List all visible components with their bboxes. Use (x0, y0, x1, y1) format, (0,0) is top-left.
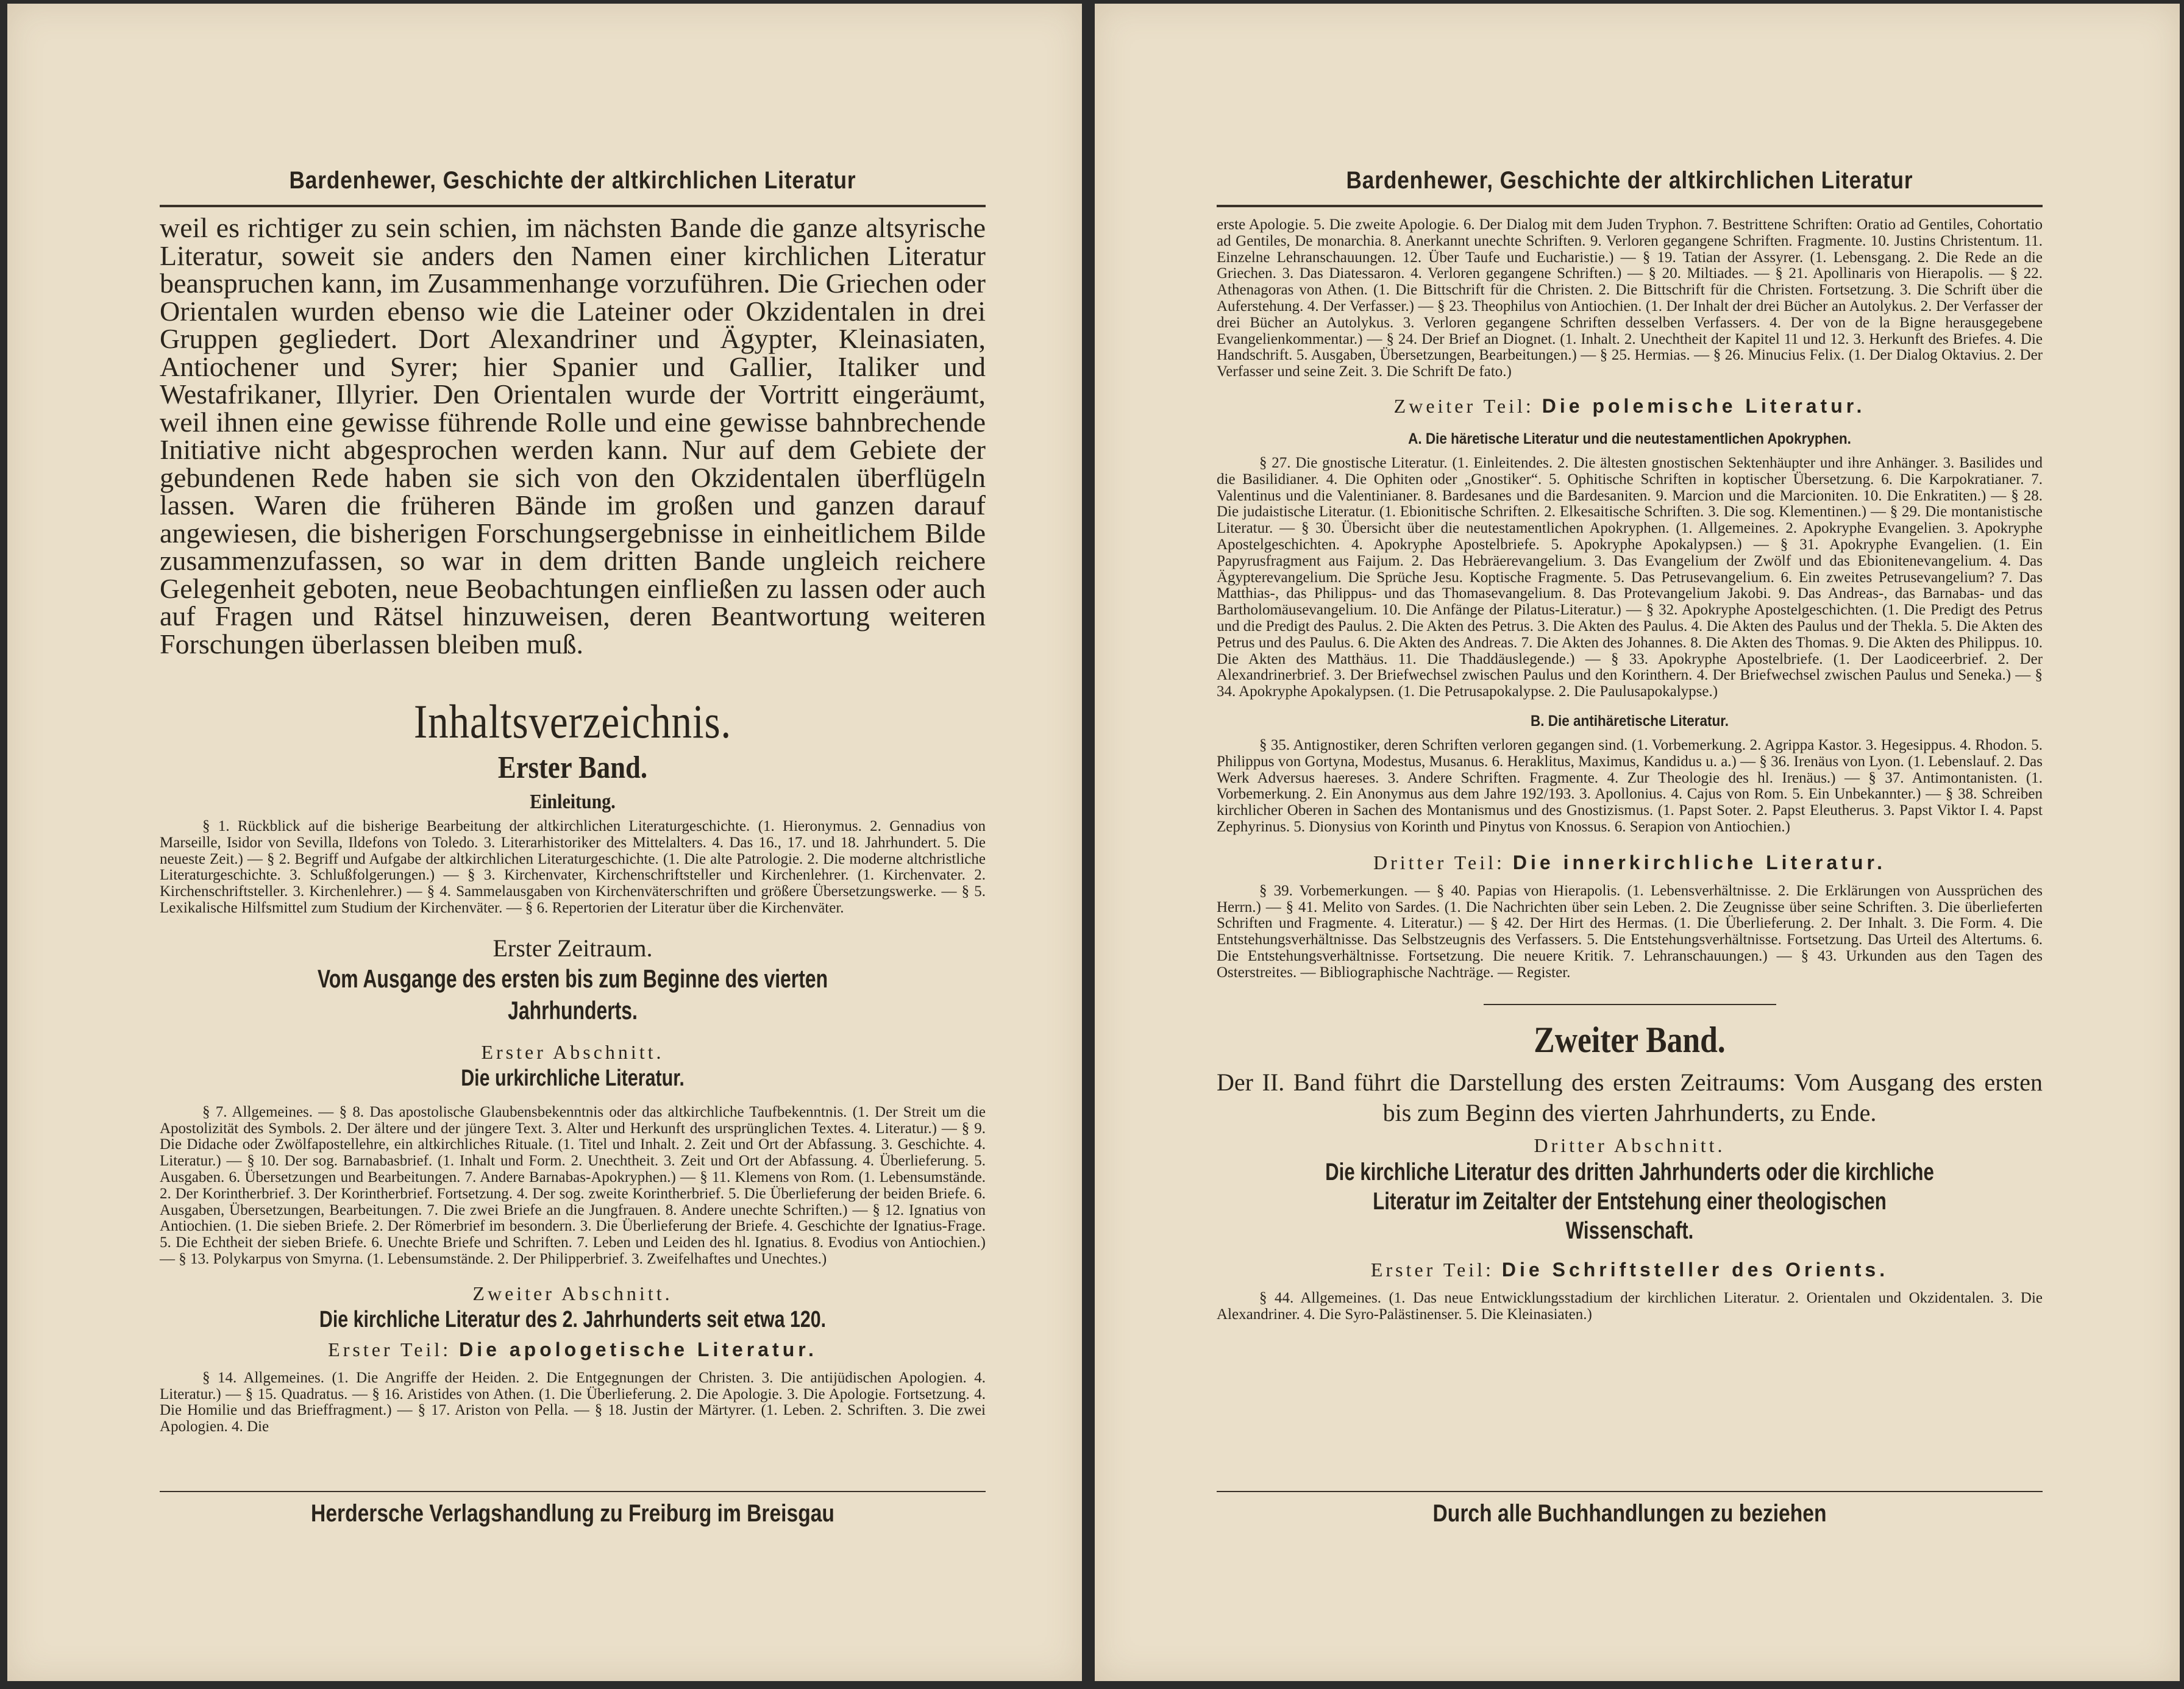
band2-separator (1484, 1004, 1776, 1005)
subsection-b-text: § 35. Antignostiker, deren Schriften verloren gegangen sind. (1. Vorbemerkung. 2. Agrippa Kastor. 3. Hegesippus. 4. Rhodon. 5. Philippus von Gortyna, Modestus, Musanus. 6. Heraklitus, Maximus, Kandidus u. a.) — § 36. Irenäus von Lyon. (1. Lebenslauf. 2. Das Werk Adversus haereses. 3. Andere Schriften. Fragmente. 4. Zur Theologie des hl. Irenäus.) — § 37. Antimontanisten. (1. Vorbemerkung. 2. Ein Anonymus aus dem Jahre 192/193. 3. Apollonius. 4. Cajus von Rom. 5. Ein Unbekannter.) — § 38. Schreiben kirchlicher Oberen in Sachen des Montanismus und des Gnostizismus. (1. Papst Soter. 2. Papst Eleutherus. 3. Papst Viktor I. 4. Papst Zephyrinus. 5. Dionysius von Korinth und Pinytus von Knossus. 6. Serapion von Antiochien.) (1217, 736, 2043, 835)
band1-heading: Erster Band. (497, 750, 648, 785)
abschnitt3-title: Die kirchliche Literatur des dritten Jahrhunderts oder die kirchliche Literatur im Zeitalter der Entstehung einer theologischen Wissenschaft. (1325, 1159, 1934, 1245)
einleitung-heading: Einleitung. (530, 791, 616, 813)
right-body (1217, 217, 2043, 1323)
left-footer-rule (160, 1491, 986, 1492)
teil3-text: § 39. Vorbemerkungen. — § 40. Papias von Hierapolis. (1. Lebensverhältnisse. 2. Die Erklärungen von Aussprüchen des Herrn.) — § 41. Melito von Sardes. (1. Die Nachrichten über sein Leben. 2. Die Zeugnisse über seine Schriften. 3. Die überlieferten Schriften und Fragmente. 4. Literatur.) — § 42. Der Hirt des Hermas. (1. Die Überlieferung. 2. Der Inhalt. 3. Die Form. 4. Die Entstehungsverhältnisse. Das Selbstzeugnis des Verfassers. 5. Die Entstehungsverhältnisse. Fortsetzung. Das Urteil des Altertums. 6. Die Entstehungsverhältnisse. Fortsetzung. Die neuere Kritik. 7. Lehranschauungen.) — § 43. Urkunden aus den Tagen des Osterstreites. — Bibliographische Nachträge. — Register. (1217, 882, 2043, 981)
teil2-heading (1217, 394, 2043, 418)
toc-title: Inhaltsverzeichnis. (413, 695, 732, 748)
teil3-label: Dritter Teil: (1373, 851, 1505, 873)
left-running-header: Bardenhewer, Geschichte der altkirchlichen Literatur (289, 167, 856, 194)
teil1b-title: Die Schriftsteller des Orients. (1501, 1259, 1889, 1281)
abschnitt1-title: Die urkirchliche Literatur. (461, 1065, 685, 1091)
left-body (160, 214, 986, 1435)
right-page (1095, 4, 2180, 1681)
right-footer: Durch alle Buchhandlungen zu beziehen (1432, 1500, 1827, 1527)
subsection-a-heading: A. Die häretische Literatur und die neutestamentlichen Apokryphen. (1408, 430, 1851, 447)
subsection-b-heading: B. Die antihäretische Literatur. (1530, 712, 1729, 730)
teil1-text: § 14. Allgemeines. (1. Die Angriffe der Heiden. 2. Die Entgegnungen der Christen. 3. Die antijüdischen Apologien. 4. Literatur.) — § 15. Quadratus. — § 16. Aristides von Athen. (1. Die Überlieferung. 2. Die Apologie. 3. Die Apologie. Fortsetzung. 4. Die Homilie und das Brieffragment.) — § 17. Ariston von Pella. — § 18. Justin der Märtyrer. (1. Leben. 2. Schriften. 3. Die zwei Apologien. 4. Die (160, 1369, 986, 1435)
teil2-title: Die polemische Literatur. (1542, 394, 1866, 417)
left-footer: Herdersche Verlagshandlung zu Freiburg im Breisgau (311, 1500, 834, 1527)
teil1b-text: § 44. Allgemeines. (1. Das neue Entwicklungsstadium der kirchlichen Literatur. 2. Orientalen und Okzidentalen. 3. Die Alexandriner. 4. Die Syro-Palästinenser. 5. Die Kleinasiaten.) (1217, 1290, 2043, 1323)
teil1-heading (160, 1337, 986, 1362)
left-column (160, 4, 986, 1681)
right-header-rule (1217, 205, 2043, 207)
band2-heading: Zweiter Band. (1534, 1020, 1726, 1061)
teil1-title: Die apologetische Literatur. (459, 1338, 817, 1360)
abschnitt1-text: § 7. Allgemeines. — § 8. Das apostolische Glaubensbekenntnis oder das altkirchliche Taufbekenntnis. (1. Der Streit um die Apostolizität des Symbols. 2. Der ältere und der jüngere Text. 3. Alter und Herkunft des ursprünglichen Textes. 4. Literatur.) — § 9. Die Didache oder Zwölfapostellehre, ein altkirchliches Rituale. (1. Titel und Inhalt. 2. Zeit und Ort der Abfassung. 3. Geschichte. 4. Literatur.) — § 10. Der sog. Barnabasbrief. (1. Inhalt und Form. 2. Unechtheit. 3. Zeit und Ort der Abfassung. 4. Überlieferung. 5. Ausgaben. 6. Übersetzungen und Bearbeitungen. 7. Andere Barnabas-Apokryphen.) — § 11. Klemens von Rom. (1. Lebensumstände. 2. Der Korintherbrief. 3. Der Korintherbrief. Fortsetzung. 4. Der sog. zweite Korintherbrief. 5. Die Überlieferung der beiden Briefe. 6. Ausgaben, Übersetzungen, Bearbeitungen. 7. Die zwei Briefe an die Jungfrauen. 8. Andere unechte Schriften.) — § 12. Ignatius von Antiochien. (1. Die sieben Briefe. 2. Der Römerbrief im besondern. 3. Die Überlieferung der Briefe. 4. Geschichte der Ignatius-Frage. 5. Die Echtheit der sieben Briefe. 6. Unechte Briefe und Schriften. 7. Leben und Leiden des hl. Ignatius. 8. Evodius von Antiochien.) — § 13. Polykarpus von Smyrna. (1. Lebensumstände. 2. Der Philipperbrief. 3. Zweifelhaftes und Unechtes.) (160, 1103, 986, 1267)
einleitung-text: § 1. Rückblick auf die bisherige Bearbeitung der altkirchlichen Literaturgeschichte. (1. Hieronymus. 2. Gennadius von Marseille, Isidor von Sevilla, Ildefons von Toledo. 3. Literarhistoriker des Mittelalters. 4. Das 16., 17. und 18. Jahrhundert. 5. Die neueste Zeit.) — § 2. Begriff und Aufgabe der altkirchlichen Literaturgeschichte. (1. Die alte Patrologie. 2. Die moderne altchristliche Literaturgeschichte. 3. Schlußfolgerungen.) — § 3. Kirchenvater, Kirchenschriftsteller und Kirchenlehrer. (1. Kirchenvater. 2. Kirchenschriftsteller. 3. Kirchenlehrer.) — § 4. Sammelausgaben von Kirchenväterschriften und größere Übersetzungswerke. — § 5. Lexikalische Hilfsmittel zum Studium der Kirchenväter. — § 6. Repertorien der Literatur über die Kirchenväter. (160, 818, 986, 916)
right-column (1217, 4, 2043, 1681)
teil1-label: Erster Teil: (328, 1338, 452, 1360)
zeitraum-heading: Erster Zeitraum. (493, 934, 653, 962)
teil2-label: Zweiter Teil: (1393, 394, 1534, 417)
right-footer-rule (1217, 1491, 2043, 1492)
left-header-rule (160, 205, 986, 207)
teil1b-label: Erster Teil: (1370, 1259, 1494, 1281)
abschnitt1-heading: Erster Abschnitt. (481, 1040, 664, 1063)
left-page (7, 4, 1082, 1681)
zeitraum-subtitle: Vom Ausgange des ersten bis zum Beginne des vierten Jahrhunderts. (317, 964, 828, 1025)
abschnitt3-heading: Dritter Abschnitt. (1534, 1134, 1726, 1157)
teil3-title: Die innerkirchliche Literatur. (1512, 851, 1887, 873)
band2-text: Der II. Band führt die Darstellung des ersten Zeitraums: Vom Ausgang des ersten bis zum Beginn des vierten Jahrhunderts, zu Ende. (1217, 1069, 2043, 1127)
abschnitt2-title: Die kirchliche Literatur des 2. Jahrhunderts seit etwa 120. (319, 1306, 827, 1332)
teil1b-heading (1217, 1257, 2043, 1282)
intro-paragraph: weil es richtiger zu sein schien, im nächsten Bande die ganze altsyrische Literatur, soweit sie anders den Namen einer kirchlichen Literatur beanspruchen kann, im Zusammenhange vorzuführen. Die Griechen oder Orientalen wurden ebenso wie die Lateiner oder Okzidentalen in drei Gruppen gegliedert. Dort Alexandriner und Ägypter, Kleinasiaten, Antiochener und Syrer; hier Spanier und Gallier, Italiker und Westafrikaner, Illyrier. Den Orientalen wurde der Vortritt eingeräumt, weil ihnen eine gewisse führende Rolle und eine gewisse bahnbrechende Initiative nicht abgesprochen werden kann. Nur auf dem Gebiete der gebundenen Rede haben sie sich von den Okzidentalen überflügeln lassen. Waren die früheren Bände im großen und ganzen darauf angewiesen, die bisherigen Forschungsergebnisse in einheitlichem Bilde zusammenzufassen, so war in dem dritten Bande ungleich reichere Gelegenheit geboten, neue Beobachtungen einfließen zu lassen oder auch auf Fragen und Rätsel hinzuweisen, deren Beantwortung weiteren Forschungen überlassen bleiben muß. (160, 212, 986, 660)
subsection-a-text: § 27. Die gnostische Literatur. (1. Einleitendes. 2. Die ältesten gnostischen Sektenhäupter und ihre Anhänger. 3. Basilides und die Basilidianer. 4. Die Ophiten oder „Gnostiker“. 5. Ophitische Schriften in koptischer Übersetzung. 6. Die Karpokratianer. 7. Valentinus und die Valentinianer. 8. Bardesanes und die Bardesaniten. 9. Marcion und die Marcioniten. 10. Die Enkratiten.) — § 28. Die judaistische Literatur. (1. Ebionitische Schriften. 2. Elkesaitische Schriften. 3. Die sog. Klementinen.) — § 29. Die montanistische Literatur. — § 30. Übersicht über die neutestamentlichen Apokryphen. (1. Allgemeines. 2. Apokryphe Evangelien. 3. Apokryphe Apostelgeschichten. 4. Apokryphe Apostelbriefe. 5. Apokryphe Apokalypsen.) — § 31. Apokryphe Evangelien. (1. Ein Papyrusfragment aus Faijum. 2. Das Hebräerevangelium. 3. Das Evangelium der Zwölf und das Ebionitenevangelium. 4. Das Ägypterevangelium. Die Sprüche Jesu. Koptische Fragmente. 5. Das Petrusevangelium. 6. Ein zweites Petrusevangelium? 7. Das Matthias-, das Philippus- und das Thomasevangelium. 8. Das Protevangelium Jakobi. 9. Das Andreas-, das Barnabas- und das Bartholomäusevangelium. 10. Die Anfänge der Pilatus-Literatur.) — § 32. Apokryphe Apostelgeschichten. (1. Die Predigt des Petrus und die Predigt des Paulus. 2. Die Akten des Petrus. 3. Die Akten des Paulus. 4. Die Akten des Paulus und der Thekla. 5. Die Akten des Petrus und des Paulus. 6. Die Akten des Andreas. 7. Die Akten des Johannes. 8. Die Akten des Thomas. 9. Die Akten des Philippus. 10. Die Akten des Matthäus. 11. Die Thaddäuslegende.) — § 33. Apokryphe Apostelbriefe. (1. Der Laodiceerbrief. 2. Der Alexandrinerbrief. 3. Der Briefwechsel zwischen Paulus und den Korinthern. 4. Der Briefwechsel zwischen Paulus und Seneka.) — § 34. Apokryphe Apokalypsen. (1. Die Petrusapokalypse. 2. Die Paulusapokalypse.) (1217, 454, 2043, 700)
continued-text: erste Apologie. 5. Die zweite Apologie. 6. Der Dialog mit dem Juden Tryphon. 7. Bestrittene Schriften: Oratio ad Gentiles, Cohortatio ad Gentiles, De monarchia. 8. Anerkannt unechte Schriften. 9. Verloren gegangene Schriften. Fragmente. 10. Justins Christentum. 11. Einzelne Lehranschauungen. 12. Über Taufe und Eucharistie.) — § 19. Tatian der Assyrer. (1. Lebensgang. 2. Die Rede an die Griechen. 3. Das Diatessaron. 4. Verloren gegangene Schriften.) — § 20. Miltiades. — § 21. Apollinaris von Hierapolis. — § 22. Athenagoras von Athen. (1. Die Bittschrift für die Christen. 2. Die Bittschrift für die Christen. Fortsetzung. 3. Die Schrift über die Auferstehung. 4. Der Verfasser.) — § 23. Theophilus von Antiochien. (1. Der Inhalt der drei Bücher an Autolykus. 2. Der Verfasser der drei Bücher an Autolykus. 3. Verloren gegangene Schriften desselben Verfassers. 4. Der von de la Bigne herausgegebene Evangelienkommentar.) — § 24. Der Brief an Diognet. (1. Inhalt. 2. Unechtheit der Kapitel 11 und 12. 3. Herkunft des Briefes. 4. Die Handschrift. 5. Ausgaben, Übersetzungen, Bearbeitungen.) — § 25. Hermias. — § 26. Minucius Felix. (1. Der Dialog Oktavius. 2. Der Verfasser und seine Zeit. 3. Die Schrift De fato.) (1217, 216, 2043, 380)
teil3-heading (1217, 850, 2043, 875)
right-running-header: Bardenhewer, Geschichte der altkirchlichen Literatur (1346, 167, 1913, 194)
abschnitt2-heading: Zweiter Abschnitt. (472, 1282, 673, 1304)
